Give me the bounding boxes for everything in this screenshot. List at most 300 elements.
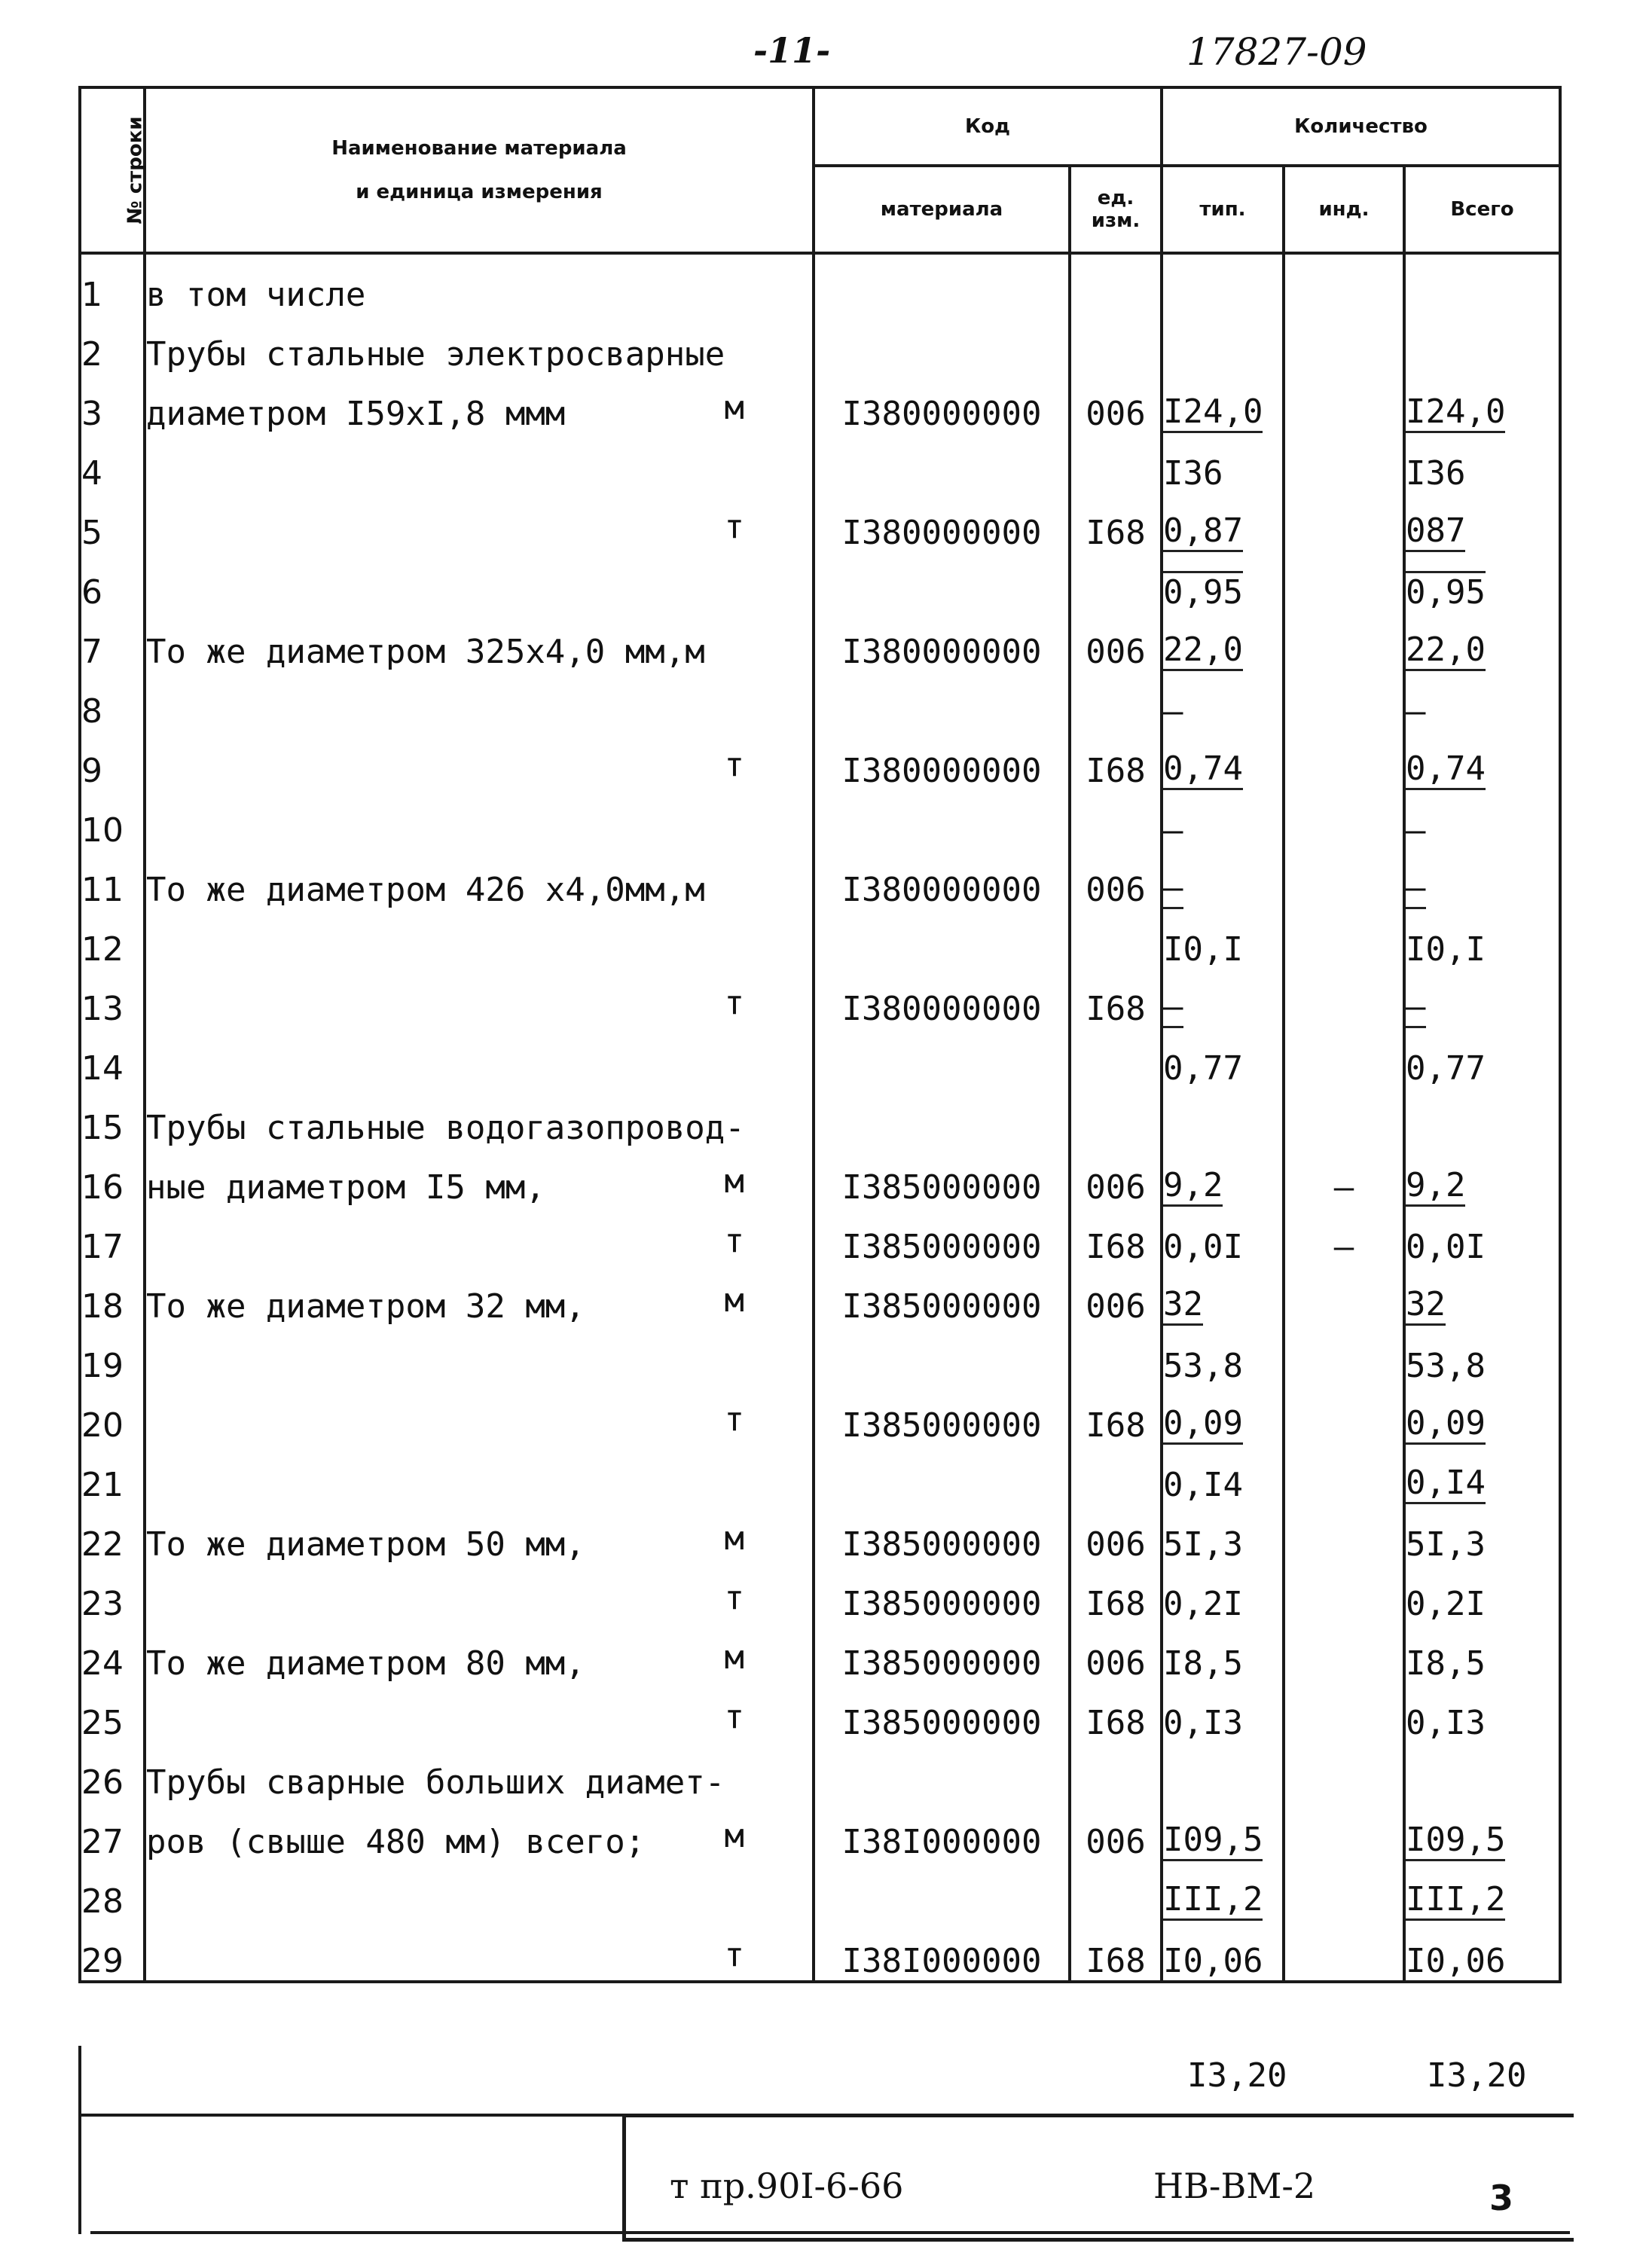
qty-total-value: 0,I4: [1406, 1464, 1486, 1504]
material-name: [145, 1028, 814, 1088]
qty-ind: –: [1284, 1207, 1404, 1266]
qty-ind: [1284, 969, 1404, 1028]
material-code: [814, 909, 1070, 969]
row-number: 17: [80, 1207, 145, 1266]
unit-label: м: [724, 389, 744, 427]
qty-ind: [1284, 1623, 1404, 1683]
sheet-page-number: 3: [1489, 2178, 1513, 2218]
qty-total: [1404, 612, 1560, 671]
qty-total-value: –: [1406, 987, 1426, 1028]
qty-ind: [1284, 1385, 1404, 1445]
unit-label: т: [724, 1400, 744, 1439]
qty-total: [1404, 790, 1560, 850]
unit-label: т: [724, 1936, 744, 1974]
col-material-name: Наименование материала и единица измерения: [145, 87, 814, 253]
qty-typ: [1162, 1445, 1284, 1504]
qty-total: [1404, 1266, 1560, 1326]
qty-total-value: –: [1406, 868, 1426, 909]
qty-total: [1404, 1742, 1560, 1802]
unit-code: [1070, 1326, 1162, 1385]
qty-ind: [1284, 1683, 1404, 1742]
unit-code: [1070, 433, 1162, 493]
row-number: 9: [80, 731, 145, 790]
qty-typ: [1162, 374, 1284, 433]
unit-code: [1070, 1445, 1162, 1504]
unit-code: 006: [1070, 1504, 1162, 1564]
qty-total: [1404, 909, 1560, 969]
qty-typ: [1162, 1088, 1284, 1147]
unit-code: 006: [1070, 850, 1162, 909]
qty-typ: [1162, 969, 1284, 1028]
qty-typ-value: 9,2: [1163, 1166, 1223, 1207]
qty-typ: [1162, 1802, 1284, 1861]
material-code: I385000000: [814, 1564, 1070, 1623]
qty-total: [1404, 1683, 1560, 1742]
table-row: [80, 433, 1560, 493]
qty-total: [1404, 1861, 1560, 1921]
qty-typ: [1162, 671, 1284, 731]
qty-total-value: 0,74: [1406, 749, 1486, 790]
table-row: [80, 790, 1560, 850]
row-number: 26: [80, 1742, 145, 1802]
material-name: [145, 612, 814, 671]
material-name: [145, 314, 814, 374]
qty-total-value: 32: [1406, 1285, 1446, 1326]
qty-ind: [1284, 374, 1404, 433]
material-name: [145, 1504, 814, 1564]
col-qty-typ: тип.: [1162, 166, 1284, 253]
qty-ind: [1284, 1504, 1404, 1564]
qty-typ: [1162, 1504, 1284, 1564]
qty-typ: [1162, 1266, 1284, 1326]
unit-code: [1070, 1861, 1162, 1921]
col-qty-ind: инд.: [1284, 166, 1404, 253]
qty-ind: [1284, 1564, 1404, 1623]
qty-ind: [1284, 493, 1404, 552]
material-name-text: То же диаметром 325x4,0 мм,м: [146, 633, 705, 671]
row-number: 13: [80, 969, 145, 1028]
unit-code: [1070, 909, 1162, 969]
qty-total-value: I8,5: [1406, 1644, 1486, 1683]
qty-ind: [1284, 671, 1404, 731]
row-number: 4: [80, 433, 145, 493]
table-row: [80, 1623, 1560, 1683]
material-name-text: То же диаметром 50 мм,: [146, 1525, 585, 1564]
qty-typ: [1162, 1742, 1284, 1802]
row-number: 16: [80, 1147, 145, 1207]
table-row: [80, 1921, 1560, 1982]
unit-code: I68: [1070, 1921, 1162, 1982]
table-row: [80, 1147, 1560, 1207]
material-name-text: ные диаметром I5 мм,: [146, 1168, 545, 1207]
unit-code: 006: [1070, 1802, 1162, 1861]
bottom-border: [90, 2231, 1570, 2234]
table-row: [80, 1088, 1560, 1147]
row-number: 3: [80, 374, 145, 433]
material-code: I385000000: [814, 1266, 1070, 1326]
qty-ind: [1284, 1445, 1404, 1504]
qty-total-value: 0,95: [1406, 571, 1486, 612]
project-code: т пр.90I-6-66: [670, 2166, 904, 2206]
qty-typ: [1162, 552, 1284, 612]
qty-typ: [1162, 314, 1284, 374]
material-name: [145, 671, 814, 731]
qty-typ: [1162, 1147, 1284, 1207]
unit-label: м: [724, 1162, 744, 1201]
unit-code: 006: [1070, 1266, 1162, 1326]
qty-total: [1404, 1504, 1560, 1564]
qty-typ: [1162, 433, 1284, 493]
unit-code: I68: [1070, 1564, 1162, 1623]
material-name: [145, 1623, 814, 1683]
qty-total: [1404, 1802, 1560, 1861]
qty-total: [1404, 253, 1560, 314]
table-row: [80, 1564, 1560, 1623]
qty-typ-value: 53,8: [1163, 1347, 1243, 1385]
unit-code: [1070, 790, 1162, 850]
qty-typ-value: 5I,3: [1163, 1525, 1243, 1564]
material-code: [814, 1028, 1070, 1088]
qty-typ-value: 0,77: [1163, 1049, 1243, 1088]
qty-total: [1404, 1385, 1560, 1445]
table-row: [80, 1445, 1560, 1504]
material-name: [145, 850, 814, 909]
col-quantity-group: Количество: [1162, 87, 1560, 166]
material-code: I38I000000: [814, 1802, 1070, 1861]
material-name: [145, 1385, 814, 1445]
table-row: [80, 374, 1560, 433]
qty-typ: [1162, 493, 1284, 552]
material-name: [145, 731, 814, 790]
table-body: [80, 253, 1560, 1982]
unit-code: 006: [1070, 1623, 1162, 1683]
qty-ind: [1284, 1326, 1404, 1385]
row-number: 24: [80, 1623, 145, 1683]
qty-total: [1404, 374, 1560, 433]
material-name: [145, 909, 814, 969]
row-number: 28: [80, 1861, 145, 1921]
row-number: 2: [80, 314, 145, 374]
document-number: 17827-09: [1186, 30, 1367, 74]
material-code: I380000000: [814, 493, 1070, 552]
material-name: [145, 1147, 814, 1207]
qty-ind: [1284, 1742, 1404, 1802]
col-code-material: материала: [814, 166, 1070, 253]
unit-code: I68: [1070, 1683, 1162, 1742]
table-row: [80, 493, 1560, 552]
unit-label: т: [724, 1698, 744, 1736]
qty-total: [1404, 1921, 1560, 1982]
qty-ind: –: [1284, 1147, 1404, 1207]
material-name-text: диаметром I59xI,8 ммм: [146, 395, 566, 433]
unit-label: т: [724, 746, 744, 784]
material-code: [814, 790, 1070, 850]
table-row: [80, 1504, 1560, 1564]
qty-total: [1404, 1147, 1560, 1207]
table-row: [80, 314, 1560, 374]
qty-ind: [1284, 1861, 1404, 1921]
material-name: [145, 374, 814, 433]
unit-label: м: [724, 1638, 744, 1677]
material-code: I380000000: [814, 374, 1070, 433]
material-name-text: Трубы сварные больших диамет-: [146, 1763, 725, 1802]
material-name: [145, 433, 814, 493]
unit-code: [1070, 671, 1162, 731]
material-name: [145, 1861, 814, 1921]
row-number: 8: [80, 671, 145, 731]
qty-total-value: I24,0: [1406, 392, 1505, 433]
qty-typ-value: 0,0I: [1163, 1228, 1243, 1266]
row-number: 18: [80, 1266, 145, 1326]
table-row: [80, 1683, 1560, 1742]
qty-ind: [1284, 1266, 1404, 1326]
materials-table: [78, 86, 1562, 1983]
table-row: [80, 1861, 1560, 1921]
unit-label: т: [724, 1579, 744, 1617]
material-name: [145, 1088, 814, 1147]
qty-typ-value: I0,06: [1163, 1942, 1263, 1980]
qty-total-value: 0,0I: [1406, 1228, 1486, 1266]
qty-total: [1404, 1326, 1560, 1385]
qty-typ: [1162, 1623, 1284, 1683]
row-number: 14: [80, 1028, 145, 1088]
qty-total: [1404, 433, 1560, 493]
qty-typ: [1162, 1326, 1284, 1385]
row-number: 11: [80, 850, 145, 909]
material-name: [145, 1326, 814, 1385]
qty-ind: [1284, 731, 1404, 790]
qty-ind: [1284, 850, 1404, 909]
qty-typ-value: –: [1163, 811, 1183, 850]
qty-typ: [1162, 790, 1284, 850]
unit-code: [1070, 314, 1162, 374]
unit-label: т: [724, 984, 744, 1022]
table-row: [80, 1742, 1560, 1802]
divider: [78, 2114, 622, 2117]
material-name-text: Трубы стальные водогазопровод-: [146, 1109, 745, 1147]
qty-typ-value: –: [1163, 692, 1183, 731]
unit-label: м: [724, 1519, 744, 1558]
row-number: 21: [80, 1445, 145, 1504]
qty-typ-value: 0,I4: [1163, 1466, 1243, 1504]
qty-typ: [1162, 731, 1284, 790]
material-code: [814, 1326, 1070, 1385]
qty-typ: [1162, 850, 1284, 909]
qty-total-value: –: [1406, 811, 1426, 850]
qty-total-value: I0,06: [1406, 1942, 1506, 1980]
unit-code: I68: [1070, 731, 1162, 790]
qty-total: [1404, 731, 1560, 790]
title-block: [622, 2114, 1574, 2242]
qty-ind: [1284, 1802, 1404, 1861]
material-name: [145, 1266, 814, 1326]
sheet-code: НВ-ВМ-2: [1153, 2166, 1316, 2206]
qty-typ-value: 0,95: [1163, 571, 1243, 612]
qty-total: [1404, 1445, 1560, 1504]
row-number: 29: [80, 1921, 145, 1982]
row-number: 15: [80, 1088, 145, 1147]
material-name: [145, 969, 814, 1028]
qty-ind: [1284, 790, 1404, 850]
qty-typ: [1162, 1385, 1284, 1445]
material-name: [145, 552, 814, 612]
material-code: I385000000: [814, 1147, 1070, 1207]
qty-total-value: 22,0: [1406, 630, 1486, 671]
material-name-text: То же диаметром 32 мм,: [146, 1287, 585, 1326]
qty-ind: [1284, 1088, 1404, 1147]
qty-total-value: I0,I: [1406, 930, 1486, 969]
qty-typ-value: –: [1163, 987, 1183, 1028]
row-number: 7: [80, 612, 145, 671]
qty-typ: [1162, 1861, 1284, 1921]
qty-typ-value: 22,0: [1163, 630, 1243, 671]
material-code: [814, 671, 1070, 731]
row-number: 25: [80, 1683, 145, 1742]
qty-total-value: –: [1406, 692, 1426, 731]
qty-total-value: 0,77: [1406, 1049, 1486, 1088]
material-code: [814, 314, 1070, 374]
table-row: [80, 253, 1560, 314]
qty-total-value: 9,2: [1406, 1166, 1465, 1207]
material-name: [145, 1445, 814, 1504]
material-name: [145, 1564, 814, 1623]
qty-typ: [1162, 909, 1284, 969]
qty-typ: [1162, 1028, 1284, 1088]
material-code: I385000000: [814, 1683, 1070, 1742]
row-number: 6: [80, 552, 145, 612]
material-code: I380000000: [814, 612, 1070, 671]
material-name: [145, 253, 814, 314]
qty-total-value: 087: [1406, 511, 1465, 552]
material-code: [814, 1861, 1070, 1921]
qty-typ-value: 0,09: [1163, 1404, 1243, 1445]
left-border: [78, 2046, 81, 2234]
col-code-group: Код: [814, 87, 1162, 166]
qty-ind: [1284, 314, 1404, 374]
qty-ind: [1284, 253, 1404, 314]
material-code: I385000000: [814, 1504, 1070, 1564]
qty-total-value: I36: [1406, 454, 1466, 493]
unit-code: 006: [1070, 1147, 1162, 1207]
unit-code: I68: [1070, 1207, 1162, 1266]
table-row: [80, 1385, 1560, 1445]
material-code: [814, 1742, 1070, 1802]
qty-typ: [1162, 1207, 1284, 1266]
unit-label: т: [724, 1222, 744, 1260]
row-number: 12: [80, 909, 145, 969]
qty-total: [1404, 1207, 1560, 1266]
unit-label: м: [724, 1281, 744, 1320]
below-total-value: I3,20: [1427, 2056, 1527, 2095]
unit-code: 006: [1070, 612, 1162, 671]
table-row: [80, 1266, 1560, 1326]
material-code: I380000000: [814, 850, 1070, 909]
qty-typ-value: III,2: [1163, 1880, 1263, 1921]
qty-total: [1404, 552, 1560, 612]
row-number: 1: [80, 253, 145, 314]
qty-typ-value: 32: [1163, 1285, 1203, 1326]
qty-total-value: 53,8: [1406, 1347, 1486, 1385]
row-number: 20: [80, 1385, 145, 1445]
material-code: [814, 433, 1070, 493]
qty-typ: [1162, 253, 1284, 314]
qty-typ-value: I24,0: [1163, 392, 1263, 433]
material-name: [145, 790, 814, 850]
unit-code: 006: [1070, 374, 1162, 433]
col-code-unit: ед. изм.: [1070, 166, 1162, 253]
table-row: [80, 909, 1560, 969]
table-row: [80, 969, 1560, 1028]
qty-typ: [1162, 1683, 1284, 1742]
qty-typ-value: 0,87: [1163, 511, 1243, 552]
material-code: [814, 552, 1070, 612]
material-name-text: Трубы стальные электросварные: [146, 335, 725, 374]
qty-total-value: 0,2I: [1406, 1585, 1486, 1623]
qty-total: [1404, 671, 1560, 731]
unit-code: [1070, 253, 1162, 314]
material-name: [145, 1921, 814, 1982]
material-code: [814, 1445, 1070, 1504]
qty-total-value: 5I,3: [1406, 1525, 1486, 1564]
qty-ind: [1284, 612, 1404, 671]
qty-typ-value: –: [1163, 868, 1183, 909]
table-row: [80, 1802, 1560, 1861]
row-number: 27: [80, 1802, 145, 1861]
table-row: [80, 850, 1560, 909]
row-number: 5: [80, 493, 145, 552]
table-row: [80, 1207, 1560, 1266]
qty-total: [1404, 1028, 1560, 1088]
qty-typ-value: 0,74: [1163, 749, 1243, 790]
below-typ-value: I3,20: [1187, 2056, 1287, 2095]
row-number: 10: [80, 790, 145, 850]
table-row: [80, 731, 1560, 790]
qty-typ: [1162, 1564, 1284, 1623]
qty-typ-value: I36: [1163, 454, 1223, 493]
qty-typ: [1162, 612, 1284, 671]
qty-total: [1404, 850, 1560, 909]
material-code: I385000000: [814, 1207, 1070, 1266]
qty-total: [1404, 493, 1560, 552]
qty-total: [1404, 314, 1560, 374]
qty-total-value: I09,5: [1406, 1821, 1505, 1861]
unit-code: I68: [1070, 493, 1162, 552]
material-name: [145, 493, 814, 552]
material-code: I380000000: [814, 731, 1070, 790]
qty-typ-value: 0,2I: [1163, 1585, 1243, 1623]
material-code: I380000000: [814, 969, 1070, 1028]
material-code: [814, 253, 1070, 314]
unit-code: [1070, 1742, 1162, 1802]
material-code: I385000000: [814, 1623, 1070, 1683]
unit-code: I68: [1070, 969, 1162, 1028]
qty-ind: [1284, 1921, 1404, 1982]
unit-label: м: [724, 1817, 744, 1855]
material-name: [145, 1742, 814, 1802]
qty-total-value: 0,I3: [1406, 1704, 1486, 1742]
qty-ind: [1284, 552, 1404, 612]
table-row: [80, 612, 1560, 671]
qty-ind: [1284, 909, 1404, 969]
qty-ind: [1284, 1028, 1404, 1088]
row-number: 23: [80, 1564, 145, 1623]
qty-total: [1404, 1623, 1560, 1683]
row-number: 19: [80, 1326, 145, 1385]
qty-typ-value: I0,I: [1163, 930, 1243, 969]
qty-total-value: III,2: [1406, 1880, 1505, 1921]
material-name-text: в том числе: [146, 276, 366, 314]
unit-code: [1070, 552, 1162, 612]
